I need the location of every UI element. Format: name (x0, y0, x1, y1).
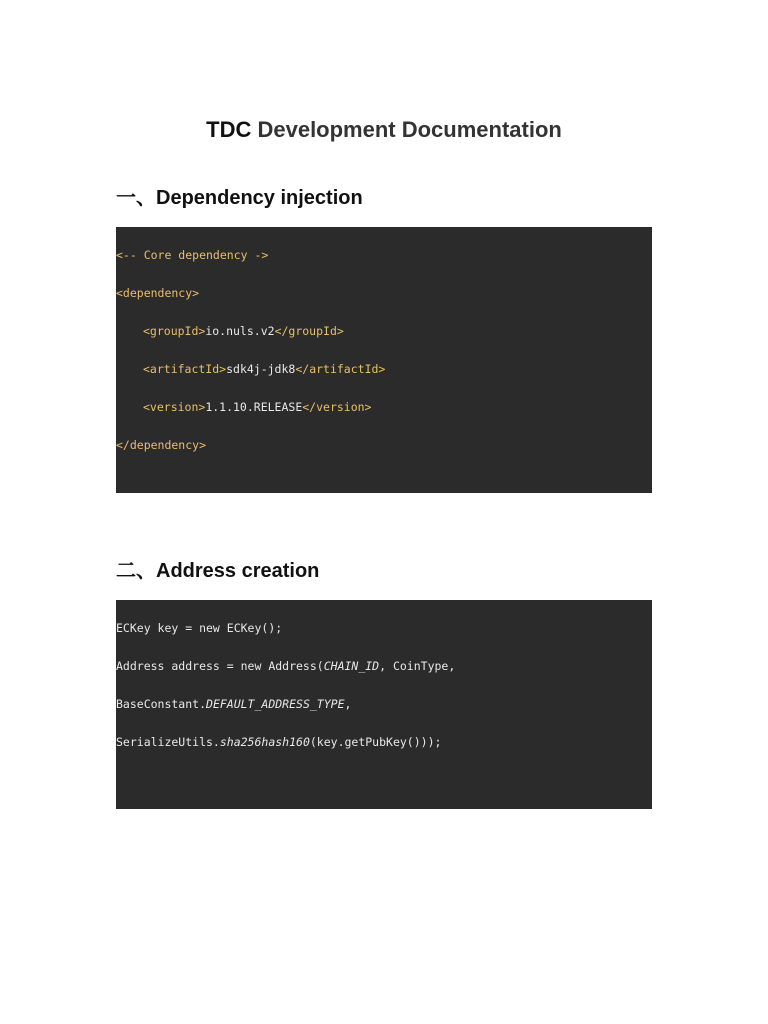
code-text: BaseConstant. (116, 697, 207, 711)
section-heading-dependency: 一、Dependency injection (116, 187, 363, 209)
code-value: io.nuls.v2 (205, 324, 275, 338)
code-line (116, 398, 652, 417)
code-line (116, 284, 652, 303)
code-line (116, 436, 652, 455)
code-value: sdk4j-jdk8 (226, 362, 296, 376)
code-line (116, 322, 652, 341)
code-line (116, 733, 652, 752)
code-tag: <dependency> (116, 286, 200, 300)
code-value: 1.1.10.RELEASE (205, 400, 303, 414)
page-title (0, 117, 768, 143)
code-constant: DEFAULT_ADDRESS_TYPE (206, 697, 345, 711)
code-line (116, 619, 652, 638)
code-line (116, 695, 652, 714)
code-text: Address address = new Address( (116, 659, 324, 673)
code-tag: </dependency> (116, 438, 207, 452)
code-line-blank (116, 474, 652, 493)
code-tag: <artifactId> (143, 362, 227, 376)
code-text: SerializeUtils. (116, 735, 220, 749)
code-comment: <-- Core dependency -> (116, 248, 269, 262)
code-method: sha256hash160 (219, 735, 310, 749)
code-text: ECKey key = new ECKey(); (116, 621, 283, 635)
code-text: (key.getPubKey())); (309, 735, 442, 749)
code-block-address (116, 600, 652, 809)
code-line (116, 657, 652, 676)
title-rest: Development Documentation (251, 117, 562, 142)
code-tag: </groupId> (274, 324, 344, 338)
code-text: , CoinType, (379, 659, 456, 673)
code-text: , (344, 697, 352, 711)
code-tag: </artifactId> (295, 362, 386, 376)
title-prefix: TDC (206, 117, 252, 142)
code-tag: <groupId> (143, 324, 206, 338)
code-line (116, 360, 652, 379)
code-constant: CHAIN_ID (323, 659, 380, 673)
section-heading-address: 二、Address creation (116, 560, 320, 582)
code-line-blank (116, 771, 652, 790)
code-tag: <version> (143, 400, 206, 414)
code-line (116, 246, 652, 265)
code-tag: </version> (302, 400, 372, 414)
code-block-dependencies (116, 227, 652, 493)
